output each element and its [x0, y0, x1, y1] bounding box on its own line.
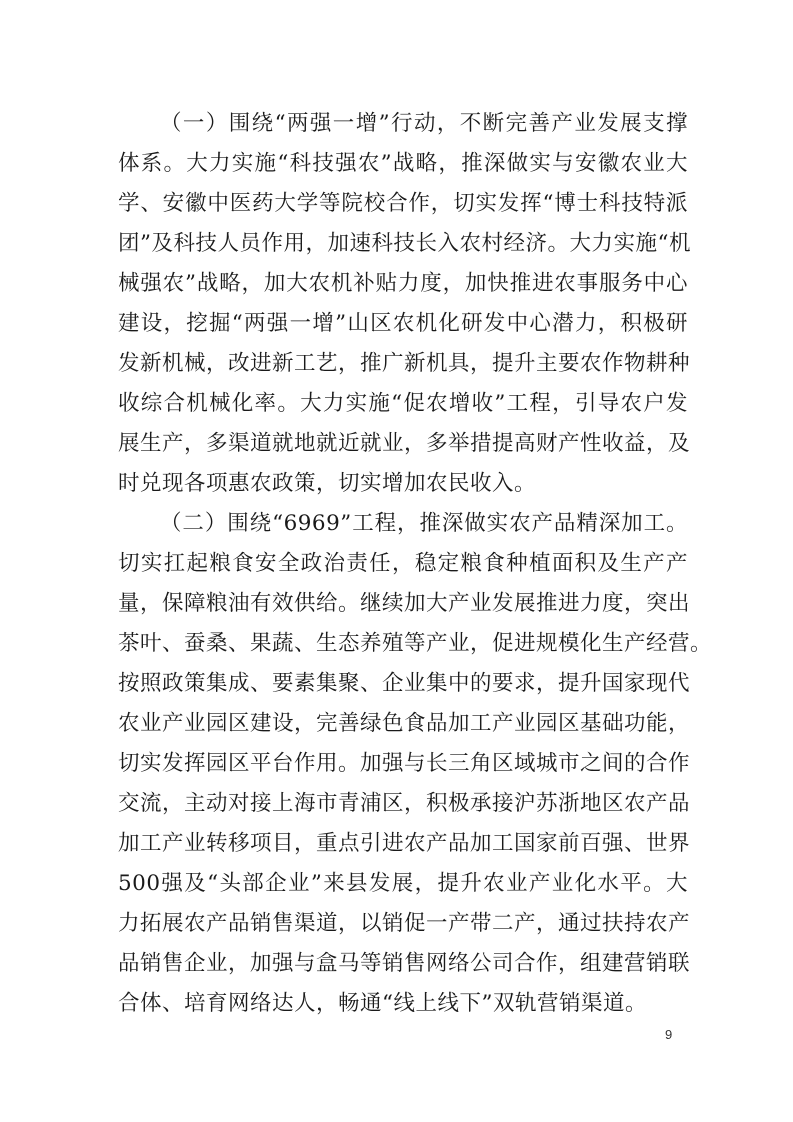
paragraph-line: 量，保障粮油有效供给。继续加大产业发展推进力度，突出: [118, 591, 691, 616]
paragraph-line: 械强农”战略，加大农机补贴力度，加快推进农事服务中心: [118, 271, 688, 296]
paragraph-line: 农业产业园区建设，完善绿色食品加工产业园区基础功能，: [118, 711, 691, 736]
paragraph-line: 合体、培育网络达人，畅通“线上线下”双轨营销渠道。: [118, 991, 647, 1016]
paragraph-line: 茶叶、蚕桑、果蔬、生态养殖等产业，促进规模化生产经营。: [118, 631, 713, 656]
paragraph-line: 建设，挖掘“两强一增”山区农机化研发中心潜力，积极研: [118, 311, 688, 336]
paragraph-line: 品销售企业，加强与盒马等销售网络公司合作，组建营销联: [118, 951, 691, 976]
paragraph-line: （一）围绕“两强一增”行动，不断完善产业发展支撑: [160, 111, 688, 136]
paragraph-line: 展生产，多渠道就地就近就业，多举措提高财产性收益，及: [118, 431, 691, 456]
paragraph-line: 发新机械，改进新工艺，推广新机具，提升主要农作物耕种: [118, 351, 691, 376]
paragraph-line: 收综合机械化率。大力实施“促农增收”工程，引导农户发: [118, 391, 688, 416]
paragraph-line: 团”及科技人员作用，加速科技长入农村经济。大力实施“机: [118, 231, 691, 256]
paragraph-line: 切实扛起粮食安全政治责任，稳定粮食种植面积及生产产: [118, 551, 688, 576]
paragraph-line: 按照政策集成、要素集聚、企业集中的要求，提升国家现代: [118, 671, 691, 696]
paragraph-line: 时兑现各项惠农政策，切实增加农民收入。: [118, 471, 537, 496]
paragraph-line: （二）围绕“6969”工程，推深做实农产品精深加工。: [160, 511, 688, 536]
paragraph-line: 加工产业转移项目，重点引进农产品加工国家前百强、世界: [118, 831, 691, 856]
page-number: 9: [665, 1027, 673, 1042]
paragraph-line: 体系。大力实施“科技强农”战略，推深做实与安徽农业大: [118, 151, 688, 176]
paragraph-line: 切实发挥园区平台作用。加强与长三角区域城市之间的合作: [118, 751, 691, 776]
paragraph-line: 力拓展农产品销售渠道，以销促一产带二产，通过扶持农产: [118, 911, 691, 936]
paragraph-line: 交流，主动对接上海市青浦区，积极承接沪苏浙地区农产品: [118, 791, 691, 816]
paragraph-line: 学、安徽中医药大学等院校合作，切实发挥“博士科技特派: [118, 191, 688, 216]
paragraph-line: 500强及“头部企业”来县发展，提升农业产业化水平。大: [118, 871, 688, 896]
